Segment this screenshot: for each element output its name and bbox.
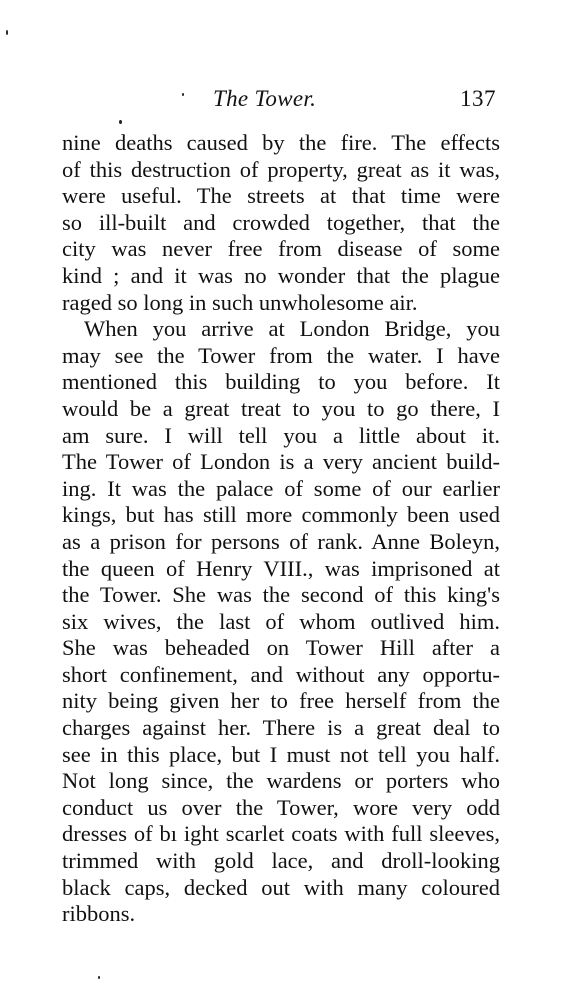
text-line: the Tower. She was the second of this king's [62,582,500,608]
text-line: ing. It was the palace of some of our earlier [62,475,500,501]
running-title: The Tower. [213,86,317,111]
text-line: may see the Tower from the water. I have [62,342,500,368]
text-line: would be a great treat to you to go there, I [62,395,500,421]
text-line: When you arrive at London Bridge, you [84,316,500,342]
text-line: raged so long in such unwholesome air. [62,289,418,315]
text-line: as a prison for persons of rank. Anne Boleyn, [62,528,500,554]
body-text [62,130,500,928]
running-head [0,84,571,114]
text-line: black caps, decked out with many coloured [62,874,500,900]
print-speck-mark [98,976,100,979]
text-line: ribbons. [62,901,136,927]
text-line: nine deaths caused by the fire. The effects [62,130,500,155]
text-line: so ill-built and crowded together, that the [62,209,500,235]
text-line: were useful. The streets at that time were [62,183,500,209]
text-line: dresses of bı ight scarlet coats with full sleeves, [62,821,500,847]
text-line: nity being given her to free herself from the [62,688,500,714]
text-line: see in this place, but I must not tell you half. [62,741,500,767]
page-number: 137 [460,86,496,111]
text-line: She was beheaded on Tower Hill after a [62,635,500,661]
text-line: trimmed with gold lace, and droll-looking [62,848,500,874]
text-line: short confinement, and without any opportu- [62,661,500,687]
text-line: The Tower of London is a very ancient build- [62,449,500,475]
text-line: kings, but has still more commonly been used [62,502,500,528]
text-line: six wives, the last of whom outlived him. [62,608,500,634]
text-line: the queen of Henry VIII., was imprisoned at [62,555,500,581]
text-line: Not long since, the wardens or porters who [62,768,500,794]
text-line: kind ; and it was no wonder that the plague [62,262,500,288]
text-line: of this destruction of property, great as it was, [62,156,500,182]
print-speck-mark [119,120,122,124]
text-line: mentioned this building to you before. It [62,369,500,395]
text-line: conduct us over the Tower, wore very odd [62,794,500,820]
text-line: am sure. I will tell you a little about it. [62,422,500,448]
print-speck-mark [6,30,8,35]
text-line: city was never free from disease of some [62,236,500,262]
text-line: charges against her. There is a great deal to [62,715,500,741]
